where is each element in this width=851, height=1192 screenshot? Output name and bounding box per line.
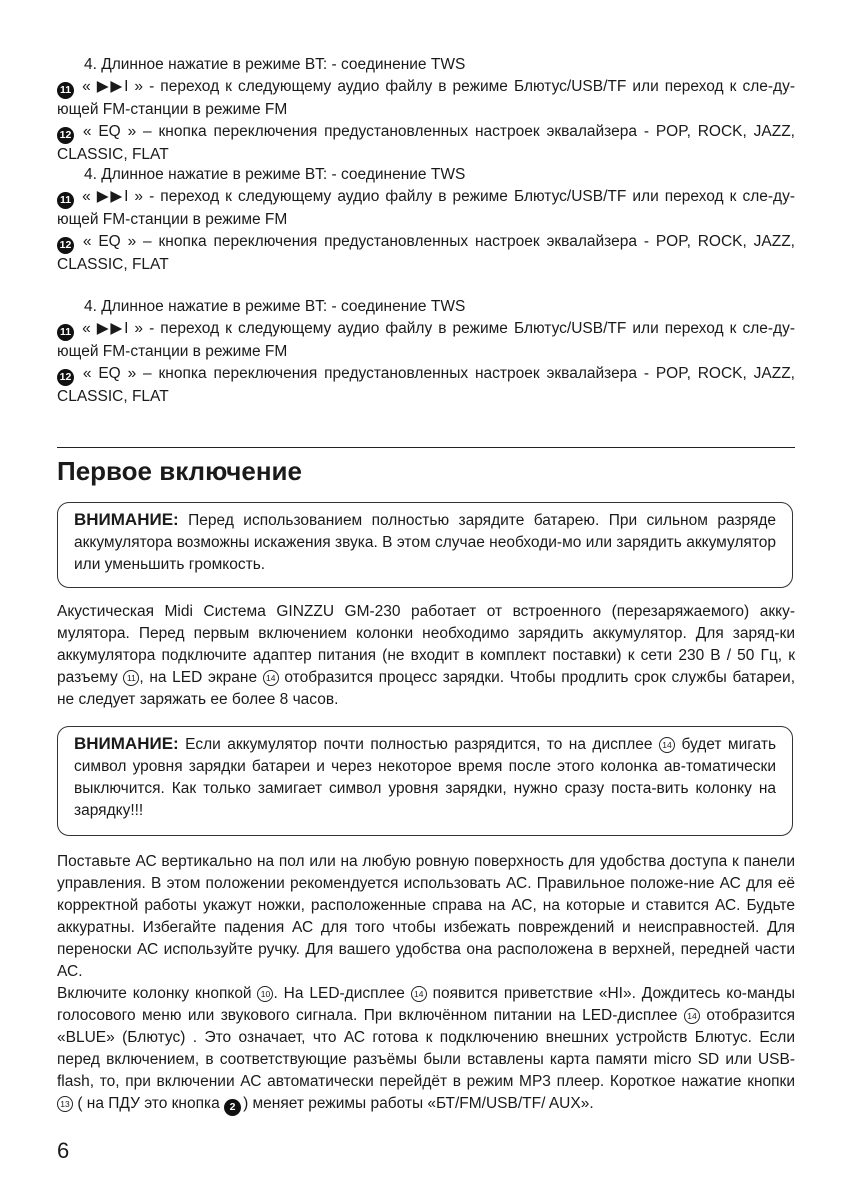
text-span: будет мигать символ уровня зарядки батареи и через некоторое время после этого колонка ав-томатически выключится. Как только замигает символ уровня зарядки, нужно сразу поста-вить колонку на зарядку!!! — [74, 736, 777, 819]
instruction-block-3 — [57, 296, 795, 408]
item-12-text: « EQ » – кнопка переключения предустановленных настроек эквалайзера - POP, ROCK, JAZZ, CLASSIC, FLAT — [57, 123, 795, 163]
number-badge-11: 11 — [57, 324, 74, 341]
warning-label: ВНИМАНИЕ: — [74, 510, 179, 529]
item-11 — [57, 76, 795, 121]
text-span: ( на ПДУ это кнопка — [77, 1095, 220, 1112]
ref-circle-14: 14 — [411, 986, 427, 1002]
item-11-text: « ▶▶I » - переход к следующему аудио файлу в режиме Блютус/USB/TF или переход к сле-ду-ющей FM-станции в режиме FM — [57, 320, 796, 360]
text-span: Акустическая Midi Система GINZZU GM-230 работает от встроенного (перезаряжаемого) акку-мулятора. Перед первым включением колонки необходимо зарядить аккумулятор. Для заряд-ки аккумулятора подключите адаптер питания (не входит в комплект поставки) к сети 230 В / 50 Гц, к разъему — [57, 603, 795, 686]
warning-box-1 — [57, 502, 793, 588]
instruction-block-1 — [57, 54, 795, 166]
item-12-text: « EQ » – кнопка переключения предустановленных настроек эквалайзера - POP, ROCK, JAZZ, CLASSIC, FLAT — [57, 233, 795, 273]
battery-paragraph — [57, 601, 795, 711]
text-span: появится приветствие «HI». Дождитесь ко-манды голосового меню или звукового сигнала. При включённом питании на LED-дисплее — [57, 985, 795, 1024]
item-11-text: « ▶▶I » - переход к следующему аудио файлу в режиме Блютус/USB/TF или переход к сле-ду-ющей FM-станции в режиме FM — [57, 188, 796, 228]
number-badge-2: 2 — [224, 1099, 241, 1116]
warning-label: ВНИМАНИЕ: — [74, 734, 179, 753]
ref-circle-14: 14 — [659, 737, 675, 753]
long-press-line: 4. Длинное нажатие в режиме BT: - соединение TWS — [84, 56, 466, 73]
text-span: Включите колонку кнопкой — [57, 985, 252, 1002]
item-11-text: « ▶▶I » - переход к следующему аудио файлу в режиме Блютус/USB/TF или переход к сле-ду-ющей FM-станции в режиме FM — [57, 78, 796, 118]
ref-circle-13: 13 — [57, 1096, 73, 1112]
placement-text: Поставьте АС вертикально на пол или на любую ровную поверхность для удобства доступа к панели управления. В этом положении рекомендуется использовать АС. Правильное положе-ние АС для её корректной работы укажут ножки, расположенные справа на АС, на которые и ставится АС. Будьте аккуратны. Избегайте падения АС для того чтобы избежать повреждений и неисправностей. Для переноски АС используйте ручку. Для вашего удобства она расположена в верхней, передней части АС. — [57, 853, 795, 980]
text-span: , на LED экране — [139, 669, 258, 686]
battery-text — [57, 601, 795, 711]
text-span: ) меняет режимы работы «БТ/FM/USB/TF/ AUX». — [243, 1095, 594, 1112]
instruction-block-2 — [57, 164, 795, 276]
text-span: . На LED-дисплее — [273, 985, 405, 1002]
power-on-paragraph — [57, 983, 795, 1116]
item-12 — [57, 363, 795, 408]
ref-circle-14: 14 — [684, 1008, 700, 1024]
text-span: отобразится процесс зарядки. Чтобы продлить срок службы батареи, не следует заряжать ее более 8 часов. — [57, 669, 796, 708]
long-press-line: 4. Длинное нажатие в режиме BT: - соединение TWS — [84, 166, 466, 183]
ref-circle-14: 14 — [263, 670, 279, 686]
ref-circle-10: 10 — [257, 986, 273, 1002]
text-span: Если аккумулятор почти полностью разрядится, то на дисплее — [185, 736, 653, 753]
number-badge-12: 12 — [57, 369, 74, 386]
long-press-line: 4. Длинное нажатие в режиме BT: - соединение TWS — [84, 298, 466, 315]
text-span: отобразится «BLUE» (Блютус) . Это означает, что АС готова к подключению внешних устройств Блютус. Если перед включением, в соответствующие разъёмы были вставлены карта памяти micro SD или USB-flash, то, при включении АС автоматически перейдёт в режим MP3 плеер. Короткое нажатие кнопки — [57, 1007, 796, 1090]
item-12 — [57, 231, 795, 276]
item-11 — [57, 318, 795, 363]
number-badge-12: 12 — [57, 127, 74, 144]
warning-text-1 — [74, 509, 776, 576]
section-heading: Первое включение — [57, 456, 302, 486]
number-badge-11: 11 — [57, 192, 74, 209]
item-12-text: « EQ » – кнопка переключения предустановленных настроек эквалайзера - POP, ROCK, JAZZ, CLASSIC, FLAT — [57, 365, 795, 405]
warning-text-2 — [74, 733, 776, 822]
section-divider — [57, 447, 795, 448]
item-11 — [57, 186, 795, 231]
item-12 — [57, 121, 795, 166]
warning-body: Перед использованием полностью зарядите батарею. При сильном разряде аккумулятора возможны искажения звука. В этом случае необходи-мо или зарядить аккумулятор или уменьшить громкость. — [74, 512, 776, 573]
warning-box-2 — [57, 726, 793, 836]
placement-paragraph — [57, 851, 795, 983]
ref-circle-11: 11 — [123, 670, 139, 686]
number-badge-12: 12 — [57, 237, 74, 254]
page-number: 6 — [57, 1138, 70, 1163]
power-on-text — [57, 983, 795, 1116]
number-badge-11: 11 — [57, 82, 74, 99]
